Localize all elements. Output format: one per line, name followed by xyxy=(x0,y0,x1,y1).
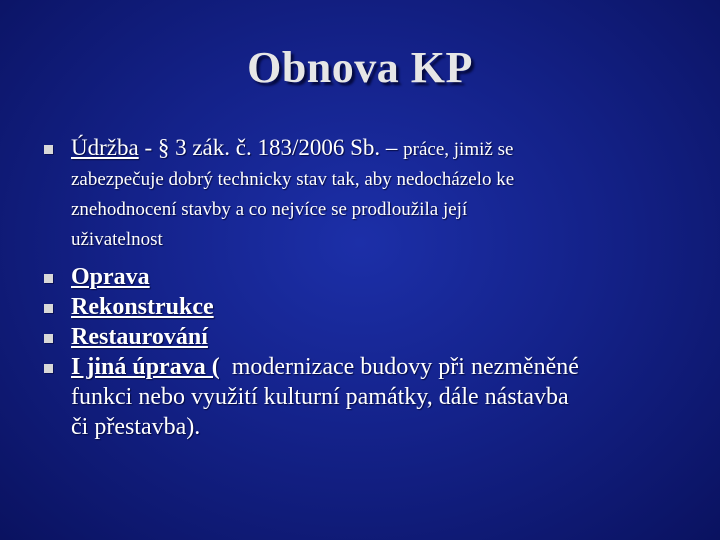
list-item-udrzba xyxy=(44,132,684,255)
square-bullet-icon xyxy=(44,145,53,154)
item-text: modernizace budovy při nezměněné xyxy=(219,354,579,380)
term-restaurovani: Restaurování xyxy=(71,324,208,350)
square-bullet-icon xyxy=(44,334,53,343)
list-item-restaurovani xyxy=(44,322,684,352)
term-jina-uprava: I jiná úprava ( xyxy=(71,354,220,380)
square-bullet-icon xyxy=(44,274,53,283)
item-text-small: práce, jimiž se xyxy=(403,139,514,160)
term-rekonstrukce: Rekonstrukce xyxy=(71,294,214,320)
item-text-line: či přestavba). xyxy=(71,414,201,440)
list-item-jina-uprava xyxy=(44,352,684,442)
list-item-oprava xyxy=(44,262,684,292)
list-item-rekonstrukce xyxy=(44,292,684,322)
item-text-line: zabezpečuje dobrý technicky stav tak, aby nedocházelo ke xyxy=(71,169,515,190)
slide-title: Obnova KP xyxy=(247,43,473,92)
item-text: - § 3 zák. č. 183/2006 Sb. – xyxy=(138,135,404,160)
square-bullet-icon xyxy=(44,304,53,313)
term-oprava: Oprava xyxy=(71,264,150,290)
item-text-line: znehodnocení stavby a co nejvíce se prodloužila její xyxy=(71,199,468,220)
term-udrzba: Údržba xyxy=(71,135,139,160)
square-bullet-icon xyxy=(44,364,53,373)
item-text-line: funkci nebo využití kulturní památky, dále nástavba xyxy=(71,384,569,410)
bullet-list xyxy=(44,132,684,442)
item-text-line: uživatelnost xyxy=(71,229,163,250)
